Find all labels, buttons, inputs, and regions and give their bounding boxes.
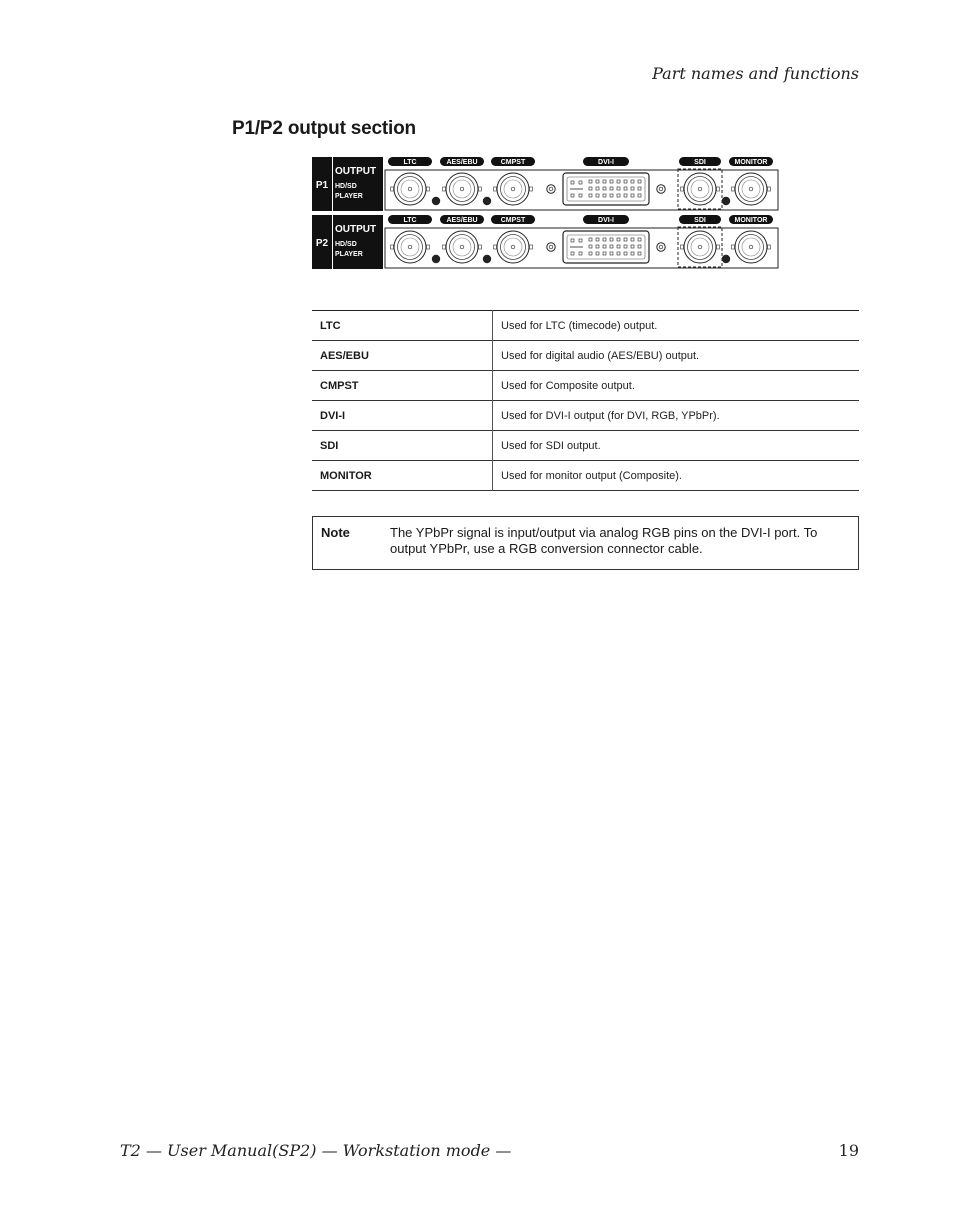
player-label-line1: HD/SD [335, 241, 357, 248]
dvi-connector-icon [547, 231, 665, 263]
ground-screw-icon [432, 197, 440, 205]
port-label: DVI-I [598, 217, 614, 224]
output-label: OUTPUT [335, 224, 377, 235]
port-label: SDI [694, 217, 706, 224]
part-name: MONITOR [312, 461, 493, 491]
part-name: CMPST [312, 371, 493, 401]
port-label: SDI [694, 159, 706, 166]
ground-screw-icon [483, 255, 491, 263]
port-id-label: P1 [315, 180, 329, 191]
player-label-line1: HD/SD [335, 183, 357, 190]
port-label: LTC [403, 159, 417, 166]
player-label-line2: PLAYER [335, 193, 363, 200]
port-label: DVI-I [598, 159, 614, 166]
ground-screw-icon [483, 197, 491, 205]
port-label: MONITOR [734, 159, 768, 166]
table-row [312, 311, 859, 341]
player-label-line2: PLAYER [335, 251, 363, 258]
table-row [312, 461, 859, 491]
part-name: AES/EBU [312, 341, 493, 371]
dvi-connector-icon [547, 173, 665, 205]
part-description: Used for LTC (timecode) output. [501, 319, 658, 332]
parts-table [312, 310, 859, 491]
part-description: Used for SDI output. [501, 439, 601, 452]
section-title: P1/P2 output section [232, 118, 416, 139]
output-label: OUTPUT [335, 166, 377, 177]
ground-screw-icon [722, 255, 730, 263]
footer-title: T2 — User Manual(SP2) — Workstation mode — [120, 1141, 512, 1160]
output-panel-diagram [312, 156, 780, 270]
ground-screw-icon [432, 255, 440, 263]
note-box [312, 516, 859, 570]
port-label: LTC [403, 217, 417, 224]
port-label: CMPST [500, 159, 526, 166]
part-description: Used for DVI-I output (for DVI, RGB, YPbPr). [501, 409, 720, 422]
note-text: The YPbPr signal is input/output via analog RGB pins on the DVI-I port. To output YPbPr, use a RGB conversion connector cable. [390, 525, 818, 556]
table-row [312, 431, 859, 461]
port-label: AES/EBU [446, 159, 478, 166]
part-name: LTC [312, 311, 493, 341]
note-label: Note [321, 525, 350, 540]
port-label: MONITOR [734, 217, 768, 224]
ground-screw-icon [722, 197, 730, 205]
page-number: 19 [838, 1141, 859, 1160]
part-description: Used for digital audio (AES/EBU) output. [501, 349, 700, 362]
port-label: CMPST [500, 217, 526, 224]
running-header: Part names and functions [652, 64, 859, 83]
table-row [312, 401, 859, 431]
part-description: Used for Composite output. [501, 379, 635, 392]
port-label: AES/EBU [446, 217, 478, 224]
part-description: Used for monitor output (Composite). [501, 469, 682, 482]
table-row [312, 341, 859, 371]
port-id-label: P2 [315, 238, 329, 249]
part-name: SDI [312, 431, 493, 461]
part-name: DVI-I [312, 401, 493, 431]
table-row [312, 371, 859, 401]
